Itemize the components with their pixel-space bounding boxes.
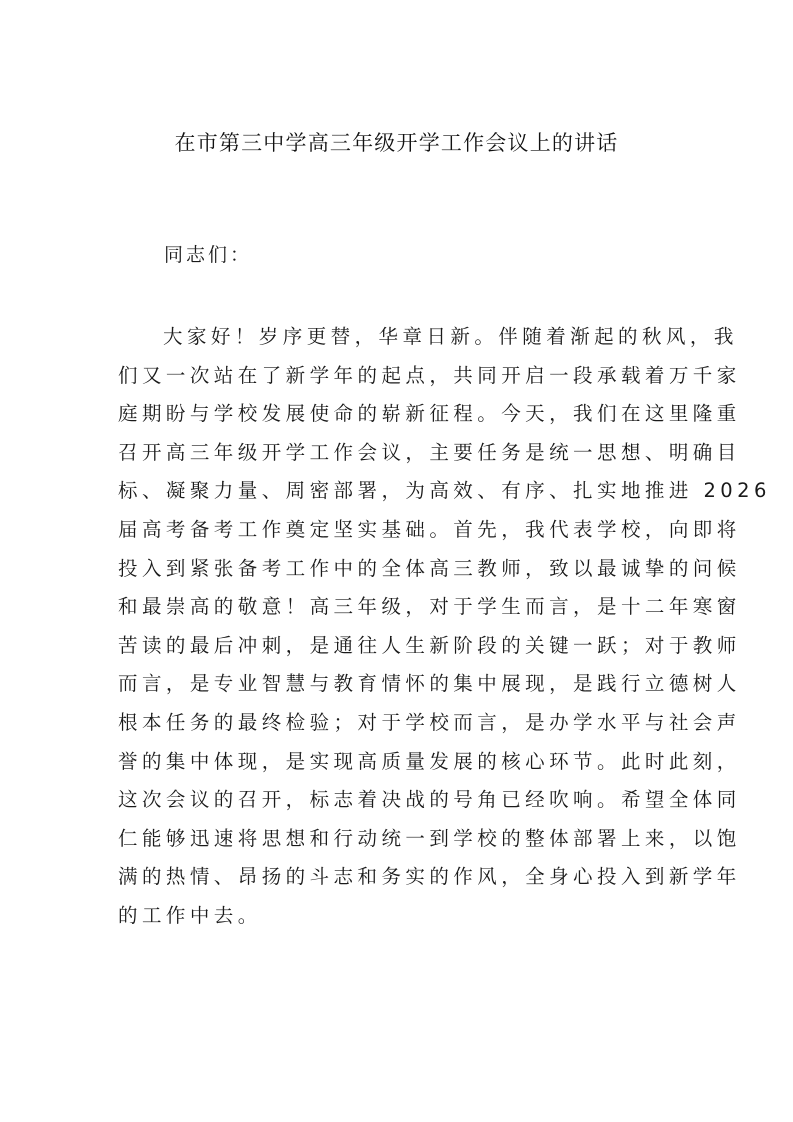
paragraph-line: 苦读的最后冲刺，是通往人生新阶段的关键一跃；对于教师	[118, 633, 741, 657]
document-title: 在市第三中学高三年级开学工作会议上的讲话	[174, 131, 619, 155]
paragraph-line: 投入到紧张备考工作中的全体高三教师，致以最诚挚的问候	[118, 556, 741, 580]
body-paragraph	[118, 318, 771, 936]
paragraph-line: 和最崇高的敬意！高三年级，对于学生而言，是十二年寒窗	[118, 595, 741, 619]
paragraph-line: 根本任务的最终检验；对于学校而言，是办学水平与社会声	[118, 710, 741, 734]
paragraph-line: 这次会议的召开，标志着决战的号角已经吹响。希望全体同	[118, 788, 741, 812]
paragraph-line: 誉的集中体现，是实现高质量发展的核心环节。此时此刻，	[118, 749, 741, 773]
paragraph-line: 召开高三年级开学工作会议，主要任务是统一思想、明确目	[118, 440, 741, 464]
paragraph-line: 仁能够迅速将思想和行动统一到学校的整体部署上来，以饱	[118, 826, 741, 850]
paragraph-line: 的工作中去。	[118, 903, 262, 927]
paragraph-line: 满的热情、昂扬的斗志和务实的作风，全身心投入到新学年	[118, 865, 741, 889]
paragraph-line: 而言，是专业智慧与教育情怀的集中展现，是践行立德树人	[118, 672, 741, 696]
paragraph-line: 们又一次站在了新学年的起点，共同开启一段承载着万千家	[118, 363, 741, 387]
paragraph-line: 庭期盼与学校发展使命的崭新征程。今天，我们在这里隆重	[118, 402, 741, 426]
paragraph-line: 标、凝聚力量、周密部署，为高效、有序、扎实地推进 2026	[118, 479, 771, 503]
paragraph-line: 大家好！岁序更替，华章日新。伴随着渐起的秋风，我	[163, 325, 738, 348]
salutation: 同志们：	[164, 244, 253, 266]
paragraph-line: 届高考备考工作奠定坚实基础。首先，我代表学校，向即将	[118, 517, 741, 541]
